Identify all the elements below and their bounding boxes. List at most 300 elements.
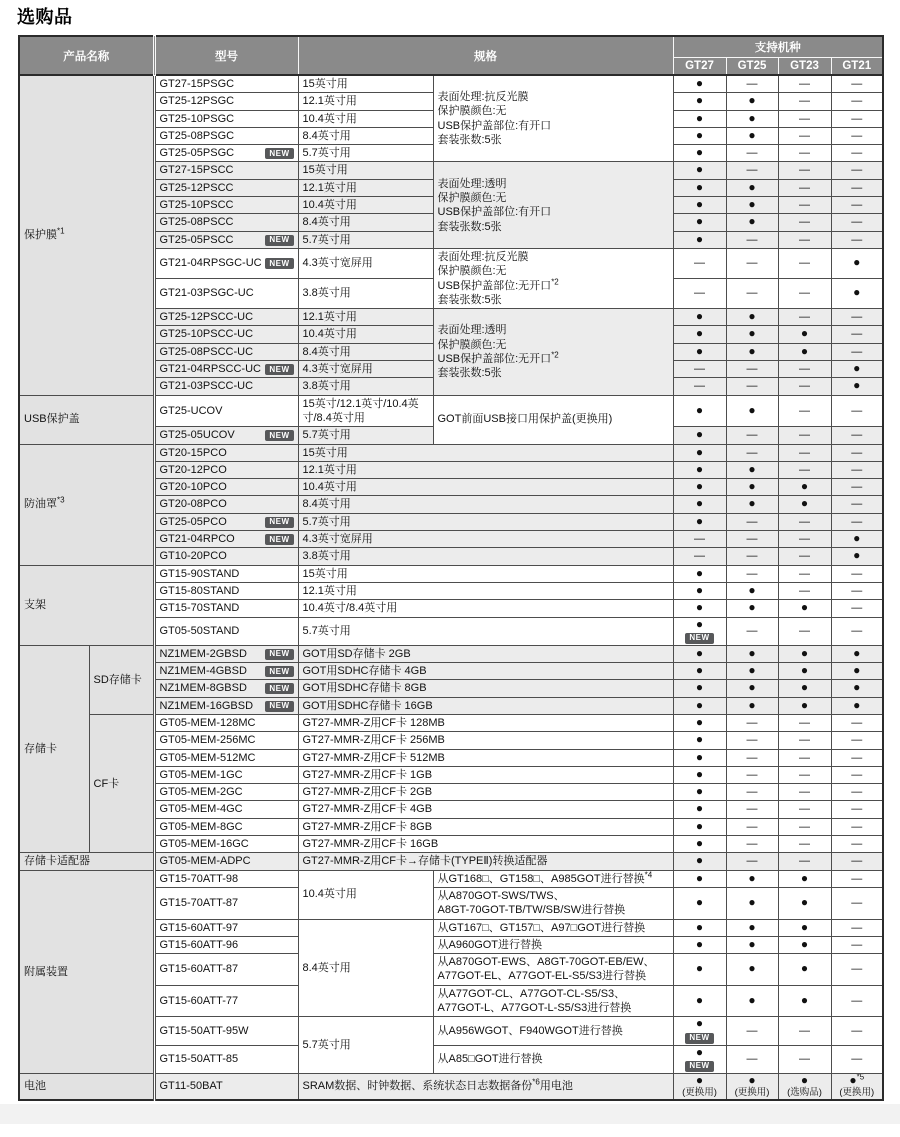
not-supported-dash: — [746,1024,758,1037]
support-cell-gt27 [673,513,726,530]
supported-dot: ● [695,479,704,494]
support-cell-gt21 [831,954,883,986]
support-cell-gt23 [778,853,831,870]
support-cell-gt25 [726,444,778,461]
not-supported-dash: — [746,838,758,851]
header-product-name: 产品名称 [19,36,154,75]
model-cell: GT21-03PSGC-UC [154,279,298,309]
supported-dot: ● [695,1016,704,1031]
not-supported-dash: — [851,716,863,729]
support-cell-gt21 [831,75,883,93]
support-cell-gt27 [673,617,726,645]
support-cell-gt25 [726,680,778,697]
support-cell-gt27 [673,231,726,248]
support-cell-gt21 [831,343,883,360]
support-cell-gt25 [726,248,778,278]
model-cell: GT20-08PCO [154,496,298,513]
support-cell-gt21 [831,145,883,162]
table-body [19,75,883,1100]
size-cell: 12.1英寸用 [298,582,673,599]
supported-dot: ● [695,582,704,597]
supported-dot: ● [800,496,809,511]
supported-dot: ● [800,600,809,615]
support-cell-gt27 [673,1073,726,1100]
model-cell: GT15-60ATT-77 [154,985,298,1017]
support-cell-gt21 [831,985,883,1017]
supported-dot: ● [695,992,704,1007]
not-supported-dash: — [694,287,705,300]
not-supported-dash: — [799,567,810,580]
size-cell: 12.1英寸用 [298,309,433,326]
support-cell-gt21 [831,361,883,378]
spec-cell: GOT前面USB接口用保护盖(更换用) [433,395,673,444]
supported-dot: ● [853,361,861,376]
support-cell-gt25 [726,110,778,127]
not-supported-dash: — [851,446,863,459]
spec-cell: GOT用SDHC存储卡 4GB [298,663,673,680]
size-cell: 10.4英寸用 [298,197,433,214]
page-title: 选购品 [17,7,73,27]
support-cell-gt23 [778,548,831,565]
supported-dot: ● [695,936,704,951]
support-cell-gt25 [726,766,778,783]
support-cell-gt23 [778,127,831,144]
not-supported-dash: — [851,625,863,637]
not-supported-dash: — [851,751,863,764]
support-cell-gt25 [726,395,778,427]
not-supported-dash: — [694,363,705,376]
not-supported-dash: — [851,803,863,816]
not-supported-dash: — [799,429,810,442]
support-cell-gt25 [726,887,778,919]
not-supported-dash: — [746,751,758,764]
support-cell-gt27 [673,395,726,427]
new-badge: NEW [685,1033,713,1044]
new-badge: NEW [265,364,293,375]
supported-dot: ● [800,919,809,934]
support-cell-gt25 [726,145,778,162]
supported-dot: ● [695,1073,704,1087]
not-supported-dash: — [799,838,810,851]
supported-dot: ● [695,836,704,851]
not-supported-dash: — [799,463,810,476]
product-group-label: 保护膜$^{*1}$ [19,75,154,395]
supported-dot: ● [853,548,861,563]
support-cell-gt27 [673,444,726,461]
supported-dot: ● [695,697,704,712]
not-supported-dash: — [799,855,810,868]
spec-cell: 从A870GOT-SWS/TWS、 A8GT-70GOT-TB/TW/SB/SW进行替换 [433,887,673,919]
model-cell: NEW GT21-04RPCO [154,531,298,548]
support-cell-gt25 [726,936,778,953]
spec-cell: 从A960GOT进行替换 [433,936,673,953]
support-cell-gt21 [831,617,883,645]
model-cell: GT25-12PSCC [154,179,298,196]
size-cell: 12.1英寸用 [298,461,673,478]
support-cell-gt21 [831,801,883,818]
supported-dot: ● [853,285,861,300]
supported-dot: ● [748,479,756,494]
support-cell-gt25 [726,565,778,582]
support-cell-gt23 [778,801,831,818]
not-supported-dash: — [746,147,758,160]
spec-cell: SRAM数据、时钟数据、系统状态日志数据备份$^{*6}$用电池 [298,1073,673,1100]
support-note: (选购品) [787,1087,822,1099]
new-badge: NEW [265,148,293,159]
supported-dot: ● [853,645,861,660]
product-group-label: 支架 [19,565,154,645]
support-cell-gt27 [673,600,726,617]
supported-dot: ● [695,645,704,660]
model-cell: GT15-60ATT-87 [154,954,298,986]
model-cell: GT20-10PCO [154,479,298,496]
supported-dot: ● [695,127,704,142]
support-cell-gt25 [726,749,778,766]
spec-cell: 从A85□GOT进行替换 [433,1045,673,1073]
not-supported-dash: — [799,129,810,142]
support-cell-gt21 [831,887,883,919]
support-cell-gt23 [778,663,831,680]
support-cell-gt25 [726,326,778,343]
not-supported-dash: — [851,567,863,580]
size-cell: 4.3英寸宽屏用 [298,531,673,548]
not-supported-dash: — [799,78,810,90]
support-cell-gt25 [726,919,778,936]
spec-cell: GT27-MMR-Z用CF卡 8GB [298,818,673,835]
not-supported-dash: — [746,515,758,528]
support-cell-gt21 [831,565,883,582]
product-subgroup-label: CF卡 [89,714,154,852]
not-supported-dash: — [799,164,810,177]
product-group-label: 防油罩$^{*3}$ [19,444,154,565]
not-supported-dash: — [694,380,705,393]
support-cell-gt23 [778,565,831,582]
support-cell-gt27 [673,749,726,766]
support-cell-gt21 [831,548,883,565]
not-supported-dash: — [694,257,705,270]
support-cell-gt25 [726,496,778,513]
support-cell-gt21 [831,162,883,179]
support-cell-gt25 [726,801,778,818]
new-badge: NEW [685,633,713,644]
supported-dot: ● [695,513,704,528]
support-note: (更换用) [734,1087,770,1099]
support-cell-gt25 [726,531,778,548]
support-cell-gt27 [673,697,726,714]
supported-dot: ● [695,766,704,781]
spec-cell: GT27-MMR-Z用CF卡 1GB [298,766,673,783]
not-supported-dash: — [746,380,758,393]
supported-dot: ● [748,697,756,712]
supported-dot: ● [800,961,809,976]
not-supported-dash: — [799,1024,810,1037]
support-cell-gt25 [726,870,778,887]
supported-dot: ● [748,1073,756,1087]
new-badge: NEW [265,666,293,677]
size-cell: 10.4英寸用 [298,479,673,496]
supported-dot: ● [748,214,756,229]
support-cell-gt21 [831,461,883,478]
supported-dot: ● [695,162,704,177]
model-cell: GT05-50STAND [154,617,298,645]
not-supported-dash: — [799,1053,810,1066]
not-supported-dash: — [851,129,863,142]
not-supported-dash: — [851,429,863,442]
supported-dot: ● [800,1073,809,1087]
size-cell: 3.8英寸用 [298,279,433,309]
support-cell-gt21 [831,479,883,496]
support-cell-gt23 [778,680,831,697]
model-cell: GT21-03PSCC-UC [154,378,298,395]
support-cell-gt23 [778,887,831,919]
supported-dot: ● [800,645,809,660]
support-cell-gt23 [778,444,831,461]
support-cell-gt25 [726,361,778,378]
support-cell-gt27 [673,479,726,496]
spec-cell: 从A870GOT-EWS、A8GT-70GOT-EB/EW、 A77GOT-EL、A77GOT-EL-S5/S3进行替换 [433,954,673,986]
new-badge: NEW [265,430,293,441]
product-group-label: 附属装置 [19,870,154,1073]
support-cell-gt21 [831,231,883,248]
support-cell-gt25 [726,784,778,801]
support-cell-gt21 [831,663,883,680]
model-cell: GT20-15PCO [154,444,298,461]
model-cell: GT05-MEM-2GC [154,784,298,801]
size-cell: 15英寸用 [298,565,673,582]
support-cell-gt25 [726,179,778,196]
new-badge: NEW [265,235,293,246]
not-supported-dash: — [799,363,810,376]
support-cell-gt27 [673,496,726,513]
support-cell-gt21 [831,766,883,783]
supported-dot: ● [748,326,756,341]
support-cell-gt23 [778,231,831,248]
support-cell-gt23 [778,1017,831,1045]
support-cell-gt27 [673,427,726,444]
support-cell-gt21 [831,853,883,870]
new-badge: NEW [265,534,293,545]
support-cell-gt25 [726,985,778,1017]
support-cell-gt27 [673,645,726,662]
supported-dot: ● [695,214,704,229]
table-row [19,1073,883,1100]
support-cell-gt23 [778,145,831,162]
supported-dot: ● [800,680,809,695]
support-cell-gt27 [673,714,726,731]
supported-dot: ● [748,936,756,951]
supported-dot: ● [748,680,756,695]
size-cell: 5.7英寸用 [298,1017,433,1074]
not-supported-dash: — [746,257,758,270]
not-supported-dash: — [799,311,810,324]
support-cell-gt27 [673,1045,726,1073]
supported-dot: ● [695,231,704,246]
not-supported-dash: — [799,404,810,417]
model-cell: GT27-15PSGC [154,75,298,93]
options-table [18,35,884,1101]
support-cell-gt27 [673,214,726,231]
size-cell: 10.4英寸用 [298,870,433,919]
header-spec: 规格 [298,36,673,75]
supported-dot: ● [800,992,809,1007]
support-cell-gt23 [778,784,831,801]
size-cell: 5.7英寸用 [298,427,433,444]
supported-dot: ● [695,565,704,580]
size-cell: 8.4英寸用 [298,496,673,513]
not-supported-dash: — [851,404,863,417]
size-cell: 15英寸用 [298,444,673,461]
not-supported-dash: — [851,233,863,246]
spec-cell: GOT用SDHC存储卡 8GB [298,680,673,697]
not-supported-dash: — [799,734,810,747]
support-cell-gt21 [831,749,883,766]
support-cell-gt21 [831,179,883,196]
supported-dot: ● [695,818,704,833]
not-supported-dash: — [851,515,863,528]
support-cell-gt27 [673,801,726,818]
not-supported-dash: — [746,625,758,637]
not-supported-dash: — [851,78,863,90]
supported-dot: ● [748,663,756,678]
support-cell-gt25 [726,732,778,749]
not-supported-dash: — [746,287,758,300]
support-cell-gt25 [726,309,778,326]
spec-cell: 表面处理:抗反光膜 保护膜颜色:无 USB保护盖部位:无开口$^{*2}$ 套装张数:5张 [433,248,673,308]
support-cell-gt21 [831,93,883,110]
support-cell-gt23 [778,936,831,953]
support-cell-gt23 [778,732,831,749]
supported-dot: ● [695,93,704,108]
not-supported-dash: — [851,345,863,358]
supported-dot: ● [800,326,809,341]
supported-dot: ● [695,961,704,976]
support-cell-gt27 [673,197,726,214]
not-supported-dash: — [851,602,863,615]
size-cell: 10.4英寸/8.4英寸用 [298,600,673,617]
header-gt23: GT23 [778,58,831,76]
support-cell-gt21 [831,395,883,427]
model-cell: GT05-MEM-512MC [154,749,298,766]
not-supported-dash: — [799,446,810,459]
supported-dot: ● [800,936,809,951]
new-badge: NEW [265,649,293,660]
support-cell-gt27 [673,732,726,749]
support-cell-gt23 [778,197,831,214]
not-supported-dash: — [746,803,758,816]
supported-dot: ● [695,427,704,442]
support-cell-gt27 [673,248,726,278]
model-cell: GT05-MEM-ADPC [154,853,298,870]
supported-dot: ● [800,663,809,678]
support-cell-gt27 [673,565,726,582]
support-cell-gt25 [726,663,778,680]
not-supported-dash: — [746,550,758,563]
header-supported-models: 支持机种 [673,36,883,58]
model-cell: GT05-MEM-128MC [154,714,298,731]
supported-dot: ● [748,343,756,358]
support-cell-gt27 [673,887,726,919]
supported-dot: ● [695,895,704,910]
support-cell-gt25 [726,582,778,599]
size-cell: 15英寸用 [298,75,433,93]
not-supported-dash: — [746,533,758,546]
support-cell-gt23 [778,531,831,548]
size-cell: 3.8英寸用 [298,548,673,565]
supported-dot: ● [695,784,704,799]
not-supported-dash: — [851,498,863,511]
model-cell: GT15-60ATT-97 [154,919,298,936]
support-cell-gt21 [831,697,883,714]
not-supported-dash: — [851,181,863,194]
table-header [19,36,883,75]
model-cell: GT25-12PSGC [154,93,298,110]
table-row [19,714,883,731]
support-cell-gt23 [778,248,831,278]
supported-dot: ● [695,663,704,678]
model-cell: GT15-50ATT-95W [154,1017,298,1045]
support-cell-gt21 [831,680,883,697]
spec-cell: 从GT168□、GT158□、A985GOT进行替换$^{*4}$ [433,870,673,887]
supported-dot: ● [695,617,704,631]
spec-cell: GT27-MMR-Z用CF卡 512MB [298,749,673,766]
not-supported-dash: — [746,363,758,376]
supported-dot: ● [748,461,756,476]
not-supported-dash: — [851,164,863,177]
not-supported-dash: — [799,533,810,546]
support-cell-gt21 [831,110,883,127]
not-supported-dash: — [851,481,863,494]
not-supported-dash: — [851,112,863,125]
not-supported-dash: — [851,328,863,341]
not-supported-dash: — [799,199,810,212]
model-cell: GT25-12PSCC-UC [154,309,298,326]
not-supported-dash: — [746,768,758,781]
support-note: (更换用) [682,1087,717,1099]
support-cell-gt23 [778,985,831,1017]
supported-dot: ● [748,992,756,1007]
support-cell-gt23 [778,919,831,936]
support-cell-gt27 [673,93,726,110]
support-cell-gt27 [673,145,726,162]
not-supported-dash: — [746,716,758,729]
support-cell-gt23 [778,1073,831,1100]
support-cell-gt27 [673,582,726,599]
table-row [19,444,883,461]
spec-cell: GT27-MMR-Z用CF卡 256MB [298,732,673,749]
not-supported-dash: — [799,786,810,799]
size-cell: 8.4英寸用 [298,919,433,1017]
table-row [19,395,883,427]
support-cell-gt25 [726,697,778,714]
not-supported-dash: — [851,855,863,868]
table-row [19,853,883,870]
not-supported-dash: — [746,786,758,799]
support-cell-gt25 [726,548,778,565]
not-supported-dash: — [851,963,863,976]
supported-dot: ● [695,919,704,934]
support-cell-gt21 [831,714,883,731]
size-cell: 10.4英寸用 [298,326,433,343]
support-cell-gt27 [673,954,726,986]
support-cell-gt25 [726,93,778,110]
size-cell: 15英寸/12.1英寸/10.4英寸/8.4英寸用 [298,395,433,427]
supported-dot: ● [695,402,704,417]
spec-cell: 从A77GOT-CL、A77GOT-CL-S5/S3、 A77GOT-L、A77GOT-L-S5/S3进行替换 [433,985,673,1017]
not-supported-dash: — [851,897,863,910]
new-badge: NEW [685,1061,713,1072]
model-cell: GT27-15PSCC [154,162,298,179]
product-group-label: USB保护盖 [19,395,154,444]
